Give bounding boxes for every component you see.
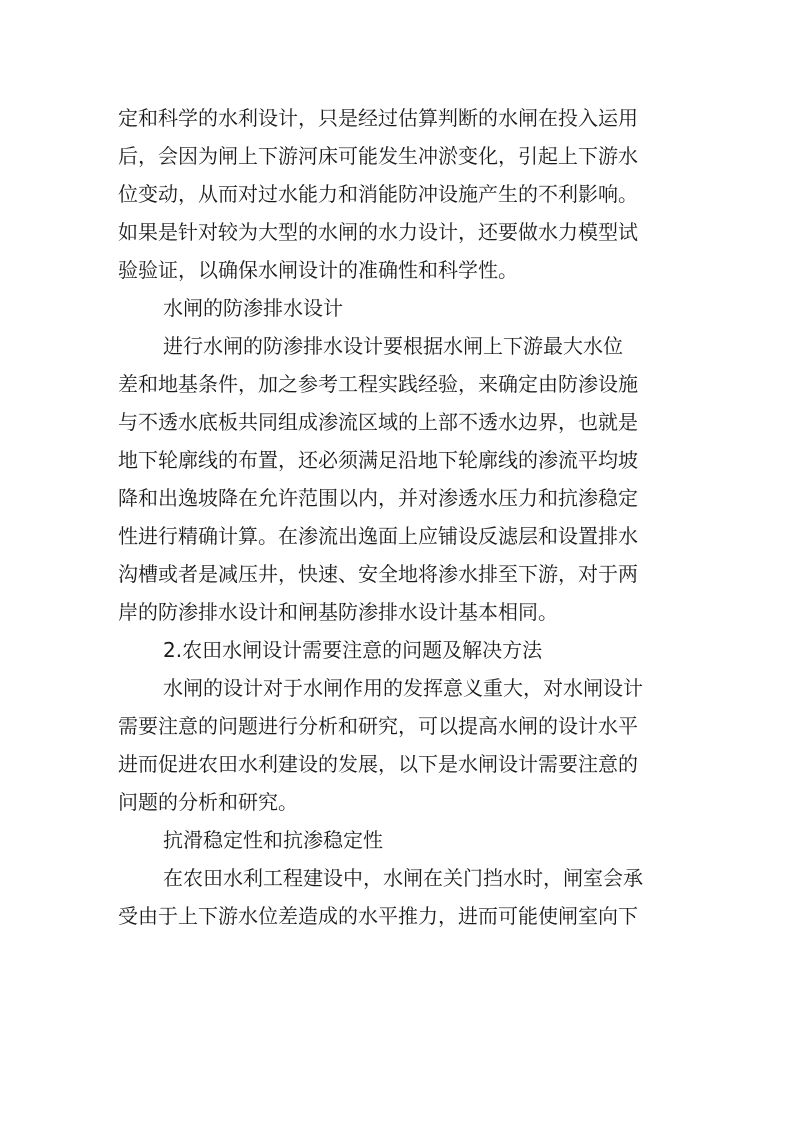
- paragraph: [118, 99, 678, 289]
- document-body: [118, 99, 678, 935]
- section-heading: [118, 821, 678, 859]
- text-line: 后，会因为闸上下游河床可能发生冲淤变化，引起上下游水: [118, 144, 638, 168]
- paragraph: [118, 669, 678, 821]
- section-heading: [118, 289, 678, 327]
- text-line: 进行水闸的防渗排水设计要根据水闸上下游最大水位: [163, 334, 623, 358]
- heading-line: 2.农田水闸设计需要注意的问题及解决方法: [163, 638, 543, 662]
- text-line: 位变动，从而对过水能力和消能防冲设施产生的不利影响。: [118, 182, 638, 206]
- heading-line: 水闸的防渗排水设计: [163, 296, 343, 320]
- text-line: 与不透水底板共同组成渗流区域的上部不透水边界，也就是: [118, 410, 638, 434]
- text-line: 问题的分析和研究。: [118, 790, 298, 814]
- paragraph: [118, 859, 678, 935]
- text-line: 受由于上下游水位差造成的水平推力，进而可能使闸室向下: [118, 904, 638, 928]
- text-line: 水闸的设计对于水闸作用的发挥意义重大，对水闸设计: [163, 676, 643, 700]
- text-line: 定和科学的水利设计，只是经过估算判断的水闸在投入运用: [118, 106, 638, 130]
- text-line: 进而促进农田水利建设的发展，以下是水闸设计需要注意的: [118, 752, 638, 776]
- text-line: 沟槽或者是减压井，快速、安全地将渗水排至下游，对于两: [118, 562, 638, 586]
- text-line: 降和出逸坡降在允许范围以内，并对渗透水压力和抗渗稳定: [118, 486, 638, 510]
- text-line: 在农田水利工程建设中，水闸在关门挡水时，闸室会承: [163, 866, 643, 890]
- text-line: 性进行精确计算。在渗流出逸面上应铺设反滤层和设置排水: [118, 524, 638, 548]
- text-line: 验验证，以确保水闸设计的准确性和科学性。: [118, 258, 518, 282]
- section-heading: [118, 631, 678, 669]
- heading-line: 抗滑稳定性和抗渗稳定性: [163, 828, 383, 852]
- text-line: 差和地基条件，加之参考工程实践经验，来确定由防渗设施: [118, 372, 638, 396]
- text-line: 需要注意的问题进行分析和研究，可以提高水闸的设计水平: [118, 714, 638, 738]
- paragraph: [118, 327, 678, 631]
- text-line: 地下轮廓线的布置，还必须满足沿地下轮廓线的渗流平均坡: [118, 448, 638, 472]
- text-line: 岸的防渗排水设计和闸基防渗排水设计基本相同。: [118, 600, 558, 624]
- text-line: 如果是针对较为大型的水闸的水力设计，还要做水力模型试: [118, 220, 638, 244]
